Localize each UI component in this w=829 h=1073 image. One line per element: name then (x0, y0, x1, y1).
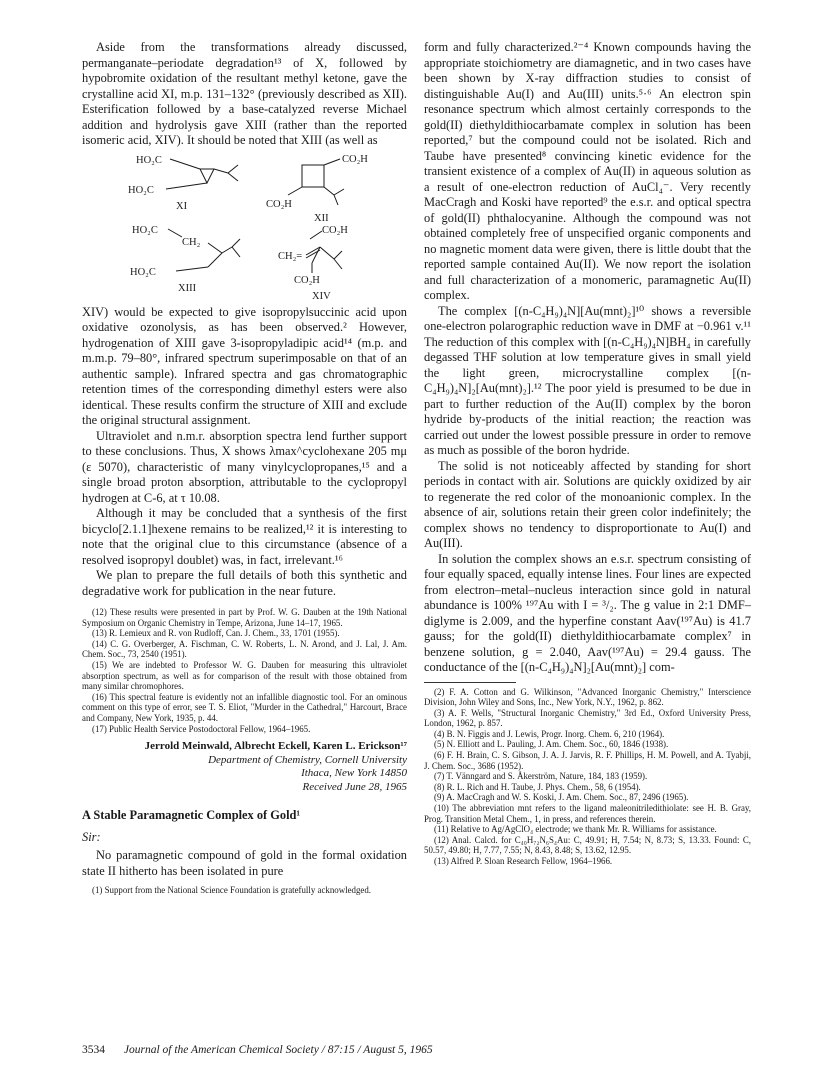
footnote: (11) Relative to Ag/AgClO₄ electrode; we thank Mr. R. Williams for assistance. (434, 824, 717, 835)
footnote: (7) T. Vänngard and S. Åkerström, Nature, 184, 183 (1959). (434, 771, 648, 782)
compound-label-xii: XII (314, 212, 329, 224)
received-date: Received June 28, 1965 (302, 780, 407, 793)
structure-xi (166, 159, 238, 189)
label-ho2c: HO₂C (130, 266, 156, 278)
footnote: (3) A. F. Wells, "Structural Inorganic Chemistry," 3rd Ed., Oxford University Press, London, 1962, p. 857. (424, 707, 751, 729)
compound-label-xi: XI (176, 200, 188, 212)
label-co2h: CO₂H (294, 274, 320, 286)
label-co2h: CO₂H (322, 224, 348, 236)
footnote: (12) Anal. Calcd. for C₄₀H₇₂N₆S₄Au: C, 49.91; H, 7.54; N, 8.73; S, 13.33. Found: C, 50.57, 49.80; H, 7.77, 7.55; N, 8.43, 8.48; S, 13.62, 12.95. (424, 834, 751, 856)
footnote: (5) N. Elliott and L. Pauling, J. Am. Chem. Soc., 60, 1846 (1938). (434, 739, 669, 750)
left-column (82, 40, 407, 896)
footnote: (9) A. MacCragh and W. S. Koski, J. Am. Chem. Soc., 87, 2496 (1965). (434, 792, 689, 803)
footnote: (2) F. A. Cotton and G. Wilkinson, "Advanced Inorganic Chemistry," Interscience Division, John Wiley and Sons, Inc., New York, N.Y., 1962, p. 862. (424, 686, 751, 708)
article-title: A Stable Paramagnetic Complex of Gold¹ (82, 808, 301, 823)
label-ch2-double: CH₂= (278, 250, 303, 262)
footnotes-left (82, 607, 407, 734)
footnote: (8) R. L. Rich and H. Taube, J. Phys. Chem., 58, 6 (1954). (434, 781, 641, 792)
right-column (424, 40, 751, 867)
paragraph: Although it may be concluded that a synthesis of the first bicyclo[2.1.1]hexene remains to be realized,¹² it is interesting to note that the original clue to this circumstance (absence of a resolved isopropyl doublet) was, in fact, irrelevant.¹⁶ (82, 506, 407, 567)
paragraph: We plan to prepare the full details of both this synthetic and degradative work for publication in the near future. (82, 568, 407, 598)
compound-label-xiii: XIII (178, 282, 197, 294)
footnote: (13) Alfred P. Sloan Research Fellow, 1964–1966. (434, 856, 613, 866)
label-ch2: CH₂ (182, 236, 201, 248)
structure-xii (288, 159, 344, 205)
department: Department of Chemistry, Cornell University (208, 753, 407, 766)
structure-xiii (168, 229, 240, 271)
label-ho2c: HO₂C (128, 184, 154, 196)
paragraph: The complex [(n-C₄H₉)₄N][Au(mnt)₂]¹⁰ shows a reversible one-electron polarographic reduction wave in DMF at −0.961 v.¹¹ The reduction of this complex with [(n-C₄H₉)₄N]BH₄ in carefully degassed THF solution at low temperature gives in small yield the light green, microcrystalline complex [(n-C₄H₉)₄N]₂[Au(mnt)₂].¹² The poor yield is presumed to be due in part to further reduction of the Au(II) complex by the boron hydride by-products of the initial reaction; the reaction was carried out under the lowest possible pressure in order to remove as much as possible of the boron hydride. (424, 303, 751, 457)
footnote: (16) This spectral feature is evidently not an infallible diagnostic tool. For an ominous comment on this type of error, see T. S. Eliot, "Murder in the Cathedral," Harcourt, Brace and Company, New York, 1935, p. 44. (82, 691, 407, 723)
journal-citation: Journal of the American Chemical Society / 87:15 / August 5, 1965 (123, 1044, 433, 1056)
structure-xiv (306, 231, 342, 273)
paragraph: No paramagnetic compound of gold in the formal oxidation state II hitherto has been isolated in pure (82, 848, 407, 878)
footnote: (12) These results were presented in part by Prof. W. G. Dauben at the 19th National Symposium on Organic Chemistry in Tempe, Arizona, June 14–17, 1965. (82, 607, 407, 628)
footnote-divider (424, 682, 516, 683)
paragraph: form and fully characterized.²⁻⁴ Known compounds having the appropriate stoichiometry are diamagnetic, and in two cases have been shown by X-ray diffraction studies to consist of distinguishable Au(I) and Au(III) units.⁵·⁶ An electron spin resonance spectrum which almost certainly corresponds to the gold(II) diethyldithiocarbamate complex in solution has been reported,⁷ but the compound could not be isolated. Rich and Taube have presented⁸ convincing kinetic evidence for the transient existence of a complex of Au(II) in aqueous solution as a result of one-electron reduction of AuCl₄⁻. Very recently MacCragh and Koski have reported⁹ the e.s.r. and optical spectra of gold(II) phthalocyanine. Although the compound was not obtained completely free of unspecified organic components and no magnetic moment data were given, there is little doubt that the reported sample contained Au(II). We now report the isolation and full characterization of a monomeric, paramagnetic Au(II) complex. (424, 40, 751, 302)
paragraph: The solid is not noticeably affected by standing for short periods in contact with air. Solutions are quickly oxidized by air to regenerate the red color of the monoanionic complex. In the absence of air, solutions retain their green color indefinitely; the complex shows no tendency to disproportionate to Au(I) and Au(III). (424, 458, 751, 550)
compound-label-xiv: XIV (312, 290, 331, 301)
author-names: Jerrold Meinwald, Albrecht Eckell, Karen L. Erickson¹⁷ (144, 740, 407, 753)
footnote: (14) C. G. Overberger, A. Fischman, C. W. Roberts, L. N. Arond, and J. Lal, J. Am. Chem. Soc., 73, 2540 (1951). (82, 638, 407, 660)
footnote-1 (82, 885, 407, 896)
city: Ithaca, New York 14850 (301, 767, 407, 780)
paragraph: In solution the complex shows an e.s.r. spectrum consisting of four equally spaced, equally intense lines. Four lines are expected from electron–metal–nucleus interaction since gold in natural abundance is 100% ¹⁹⁷Au with I = ³/₂. The g value in 2:1 DMF–diglyme is 2.009, and the hyperfine constant Aav(¹⁹⁷Au) is 41.7 gauss; for the gold(II) diethyldithiocarbamate complex⁷ in benzene solution, g = 2.040, Aav(¹⁹⁷Au) = 29.4 gauss. The conductance of the [(n-C₄H₉)₄N]₂[Au(mnt)₂] com- (424, 551, 751, 674)
label-co2h: CO₂H (342, 153, 368, 165)
footnote: (6) F. H. Brain, C. S. Gibson, J. A. J. Jarvis, R. F. Phillips, H. M. Powell, and A. Tyabji, J. Chem. Soc., 3686 (1952). (424, 750, 751, 771)
paragraph: Ultraviolet and n.m.r. absorption spectra lend further support to these conclusions. Thus, X shows λmax^cyclohexane 205 mμ (ε 5070), characteristic of many vinylcyclopropanes,¹⁵ and a single broad proton absorption, attributable to the cyclopropyl hydrogen at C-6, at τ 10.08. (82, 428, 407, 505)
footnote: (15) We are indebted to Professor W. G. Dauben for measuring this ultraviolet absorption spectrum, as well as for comparison of the result with those obtained from many similar chromophores. (82, 659, 407, 692)
footnote: (1) Support from the National Science Foundation is gratefully acknowledged. (92, 885, 371, 896)
chemical-structures (82, 151, 407, 301)
footnote: (13) R. Lemieux and R. von Rudloff, Can. J. Chem., 33, 1701 (1955). (92, 628, 340, 639)
salutation: Sir: (82, 829, 101, 844)
footnote: (10) The abbreviation mnt refers to the ligand maleonitriledithiolate: see H. B. Gray, Prog. Transition Metal Chem., 1, in press, and references therein. (424, 803, 751, 824)
label-co2h: CO₂H (266, 198, 292, 210)
author-signature (82, 740, 407, 794)
label-ho2c: HO₂C (136, 154, 162, 166)
footnotes-right (424, 687, 751, 867)
structure-drawing (82, 151, 407, 301)
label-ho2c: HO₂C (132, 224, 158, 236)
footnote: (4) B. N. Figgis and J. Lewis, Progr. Inorg. Chem. 6, 210 (1964). (434, 728, 665, 739)
page-number: 3534 (82, 1044, 105, 1056)
paragraph: Aside from the transformations already discussed, permanganate–periodate degradation¹³ of X, followed by hypobromite oxidation of the resultant methyl ketone, gave the crystalline acid XI, m.p. 131–132° (previously described as XII). Esterification followed by a base-catalyzed reverse Michael addition and hydrolysis gave XIII (rather than the reported isomeric acid, XIV). It should be noted that XIII (as well as (82, 40, 407, 147)
paragraph: XIV) would be expected to give isopropylsuccinic acid upon oxidative ozonolysis, as has been observed.² However, hydrogenation of XIII gave 3-isopropyladipic acid¹⁴ (m.p. and m.m.p. 79–80°, infrared spectrum superimposable on that of an authentic sample). Infrared spectra and gas chromatographic retention times of the corresponding dimethyl esters were also identical. These results confirm the structure of XIII and exclude the original structural assignment. (82, 304, 407, 427)
page-footer (82, 1044, 433, 1056)
footnote: (17) Public Health Service Postodoctoral Fellow, 1964–1965. (92, 723, 311, 734)
